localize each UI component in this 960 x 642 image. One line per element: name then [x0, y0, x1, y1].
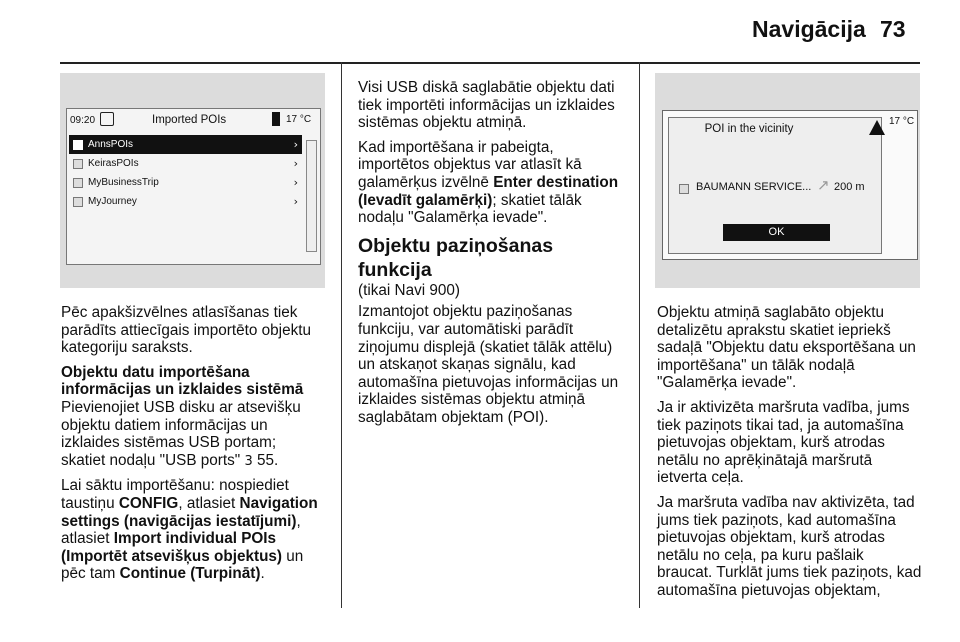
column-1: [61, 304, 323, 590]
checkbox-icon: [73, 197, 83, 207]
column-2: [358, 79, 628, 434]
poi-alert-dialog: [668, 117, 882, 254]
subheading: Objektu datu importēšana informācijas un izklaides sistēmā: [61, 363, 304, 399]
list-item[interactable]: KeirasPOIs ›: [69, 154, 302, 173]
temperature: 17 °C: [889, 116, 915, 127]
back-icon: [100, 112, 114, 126]
paragraph: Izmantojot objektu paziņošanas funkciju, var automātiski parādīt ziņojumu displejā (skatiet tālāk attēlu) un atskaņot skaņas signālu, kad automašīna pietuvojas informācijas un izklaides sistēmas objektu atmiņā saglabātam objektam (POI).: [358, 303, 619, 426]
paragraph: Objektu atmiņā saglabāto objektu detalizētu aprakstu skatiet iepriekš sadaļā "Objektu datu eksportēšana un importēšana" un tālāk nodaļā "Galamērķa ievade".: [657, 304, 916, 392]
clock-time: 09:20: [70, 115, 96, 126]
list-item[interactable]: MyBusinessTrip ›: [69, 173, 302, 192]
chevron-right-icon: ›: [293, 138, 298, 151]
temperature: 17 °C: [286, 114, 312, 125]
paragraph: Kad importēšana ir pabeigta, importētos objektus var atlasīt kā galamērķus izvēlnē Enter destination (Ievadīt galamērķi); skatiet tālāk nodaļu "Galamērķa ievade".: [358, 138, 619, 227]
figure-poi-vicinity: [655, 73, 920, 288]
checkbox-icon: [73, 178, 83, 188]
warning-icon: [869, 120, 885, 135]
paragraph: Pievienojiet USB disku ar atsevišķu objektu datiem informācijas un izklaides sistēmas USB portam; skatiet nodaļu "USB ports" 3 55.: [61, 398, 301, 469]
checkbox-icon: [73, 140, 83, 150]
poi-distance: 200 m: [834, 181, 865, 193]
poi-name: BAUMANN SERVICE...: [696, 181, 812, 193]
chevron-right-icon: ›: [293, 195, 298, 208]
imported-pois-screen: [66, 108, 321, 265]
checkbox-icon: [73, 159, 83, 169]
list-item[interactable]: MyJourney ›: [69, 192, 302, 211]
screen-title: Imported POIs: [152, 114, 227, 126]
paragraph: Pēc apakšizvēlnes atlasīšanas tiek parādīts attiecīgais importēto objektu kategoriju saraksts.: [61, 304, 311, 357]
poi-icon: [679, 184, 689, 194]
page-ref-icon: 3: [244, 453, 253, 469]
page-header-title: Navigācija: [752, 16, 866, 42]
subtitle: (tikai Navi 900): [358, 281, 461, 299]
paragraph: Ja ir aktivizēta maršruta vadība, jums tiek paziņots tikai tad, ja automašīna pietuvojas objektam, kurš atrodas netālu no aprēķinātajā maršrutā ietverta ceļa.: [657, 398, 910, 487]
thermometer-icon: [272, 112, 280, 126]
header-rule: [60, 62, 920, 64]
direction-arrow-icon: ↗: [817, 176, 830, 194]
scrollbar[interactable]: [306, 140, 317, 252]
chevron-right-icon: ›: [293, 176, 298, 189]
chevron-right-icon: ›: [293, 157, 298, 170]
paragraph: Lai sāktu importēšanu: nospiediet taustiņu CONFIG, atlasiet Navigation settings (navigācijas iestatījumi), atlasiet Import individual POIs (Importēt atsevišķus objektus) un pēc tam Continue (Turpināt).: [61, 477, 318, 583]
ok-button[interactable]: OK: [723, 224, 830, 241]
paragraph: Ja maršruta vadība nav aktivizēta, tad jums tiek paziņots, kad automašīna pietuvojas objektam, kurš atrodas netālu no ceļa, pa kuru pašlaik braucat. Turklāt jums tiek paziņots, kad automašīna pietuvojas objektam,: [657, 493, 922, 599]
poi-alert-screen: [662, 110, 918, 260]
column-divider: [639, 62, 640, 608]
list-item[interactable]: AnnsPOIs ›: [69, 135, 302, 154]
figure-imported-pois: [60, 73, 325, 288]
poi-category-list: [69, 135, 302, 211]
column-3: [657, 304, 922, 607]
page-number: 73: [880, 16, 906, 42]
dialog-title: POI in the vicinity: [704, 123, 794, 135]
column-divider: [341, 62, 342, 608]
section-heading: Objektu paziņošanas funkcija: [358, 234, 554, 281]
paragraph: Visi USB diskā saglabātie objektu dati tiek importēti informācijas un izklaides sistēmas objektu atmiņā.: [358, 79, 615, 132]
